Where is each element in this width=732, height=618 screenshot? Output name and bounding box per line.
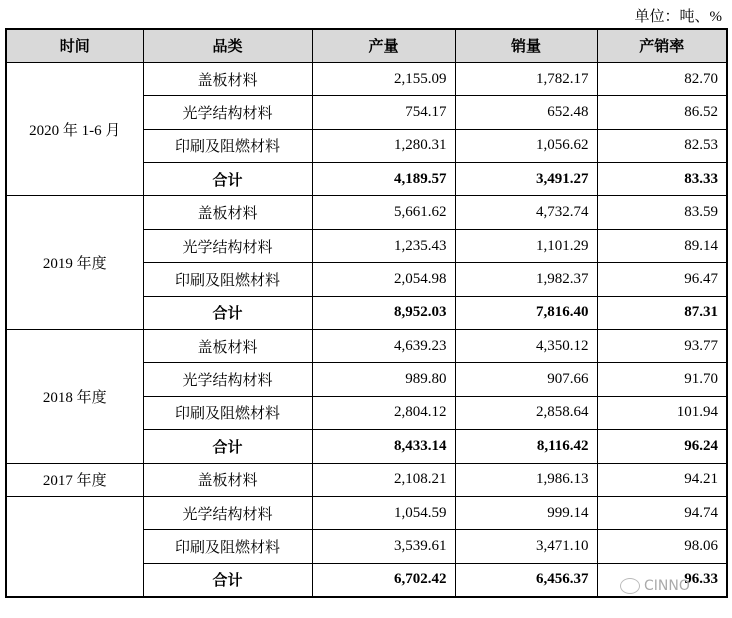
sales-cell: 2,858.64 [455, 396, 597, 429]
output-cell: 1,280.31 [312, 129, 455, 162]
table-row [6, 330, 727, 363]
output-cell: 2,054.98 [312, 263, 455, 296]
category-cell: 光学结构材料 [143, 496, 312, 529]
output-cell: 989.80 [312, 363, 455, 396]
sales-cell: 1,056.62 [455, 129, 597, 162]
ratio-cell: 83.59 [597, 196, 727, 229]
category-cell: 印刷及阻燃材料 [143, 396, 312, 429]
output-cell: 5,661.62 [312, 196, 455, 229]
period-cell-empty [6, 496, 143, 596]
output-cell: 2,155.09 [312, 62, 455, 95]
sales-cell: 7,816.40 [455, 296, 597, 329]
header-sales: 销量 [455, 29, 597, 62]
period-cell: 2019 年度 [6, 196, 143, 330]
ratio-cell: 86.52 [597, 96, 727, 129]
category-cell: 合计 [143, 296, 312, 329]
category-cell: 盖板材料 [143, 330, 312, 363]
header-period: 时间 [6, 29, 143, 62]
ratio-cell: 83.33 [597, 163, 727, 196]
table-row [6, 196, 727, 229]
output-cell: 754.17 [312, 96, 455, 129]
period-cell: 2018 年度 [6, 330, 143, 464]
watermark-text: CINNO [644, 578, 690, 594]
sales-cell: 652.48 [455, 96, 597, 129]
sales-cell: 3,471.10 [455, 530, 597, 563]
period-cell: 2020 年 1-6 月 [6, 62, 143, 196]
sales-cell: 8,116.42 [455, 430, 597, 463]
category-cell: 合计 [143, 563, 312, 596]
output-cell: 8,952.03 [312, 296, 455, 329]
ratio-cell: 98.06 [597, 530, 727, 563]
output-cell: 1,235.43 [312, 229, 455, 262]
category-cell: 光学结构材料 [143, 229, 312, 262]
sales-cell: 6,456.37 [455, 563, 597, 596]
category-cell: 合计 [143, 430, 312, 463]
sales-cell: 999.14 [455, 496, 597, 529]
period-cell: 2017 年度 [6, 463, 143, 496]
output-cell: 4,189.57 [312, 163, 455, 196]
ratio-cell: 89.14 [597, 229, 727, 262]
chat-bubble-icon [620, 578, 640, 594]
output-cell: 3,539.61 [312, 530, 455, 563]
table-row [6, 463, 727, 496]
ratio-cell: 101.94 [597, 396, 727, 429]
ratio-cell: 87.31 [597, 296, 727, 329]
unit-label: 单位：吨、% [634, 9, 722, 25]
category-cell: 印刷及阻燃材料 [143, 530, 312, 563]
header-row [6, 29, 727, 62]
sales-cell: 4,350.12 [455, 330, 597, 363]
category-cell: 光学结构材料 [143, 363, 312, 396]
ratio-cell: 91.70 [597, 363, 727, 396]
output-cell: 1,054.59 [312, 496, 455, 529]
sales-cell: 1,782.17 [455, 62, 597, 95]
category-cell: 盖板材料 [143, 62, 312, 95]
sales-cell: 1,986.13 [455, 463, 597, 496]
category-cell: 印刷及阻燃材料 [143, 263, 312, 296]
sales-cell: 907.66 [455, 363, 597, 396]
header-ratio: 产销率 [597, 29, 727, 62]
sales-cell: 1,101.29 [455, 229, 597, 262]
header-output: 产量 [312, 29, 455, 62]
ratio-cell: 82.53 [597, 129, 727, 162]
category-cell: 印刷及阻燃材料 [143, 129, 312, 162]
output-cell: 4,639.23 [312, 330, 455, 363]
category-cell: 合计 [143, 163, 312, 196]
production-sales-table [5, 28, 728, 598]
sales-cell: 1,982.37 [455, 263, 597, 296]
ratio-cell: 96.33 [597, 563, 727, 596]
table-row [6, 62, 727, 95]
ratio-cell: 96.47 [597, 263, 727, 296]
category-cell: 盖板材料 [143, 196, 312, 229]
output-cell: 8,433.14 [312, 430, 455, 463]
ratio-cell: 93.77 [597, 330, 727, 363]
sales-cell: 3,491.27 [455, 163, 597, 196]
category-cell: 光学结构材料 [143, 96, 312, 129]
category-cell: 盖板材料 [143, 463, 312, 496]
ratio-cell: 82.70 [597, 62, 727, 95]
output-cell: 6,702.42 [312, 563, 455, 596]
output-cell: 2,108.21 [312, 463, 455, 496]
ratio-cell: 96.24 [597, 430, 727, 463]
sales-cell: 4,732.74 [455, 196, 597, 229]
output-cell: 2,804.12 [312, 396, 455, 429]
ratio-cell: 94.74 [597, 496, 727, 529]
ratio-cell: 94.21 [597, 463, 727, 496]
header-category: 品类 [143, 29, 312, 62]
watermark [620, 578, 690, 594]
table-row [6, 496, 727, 529]
